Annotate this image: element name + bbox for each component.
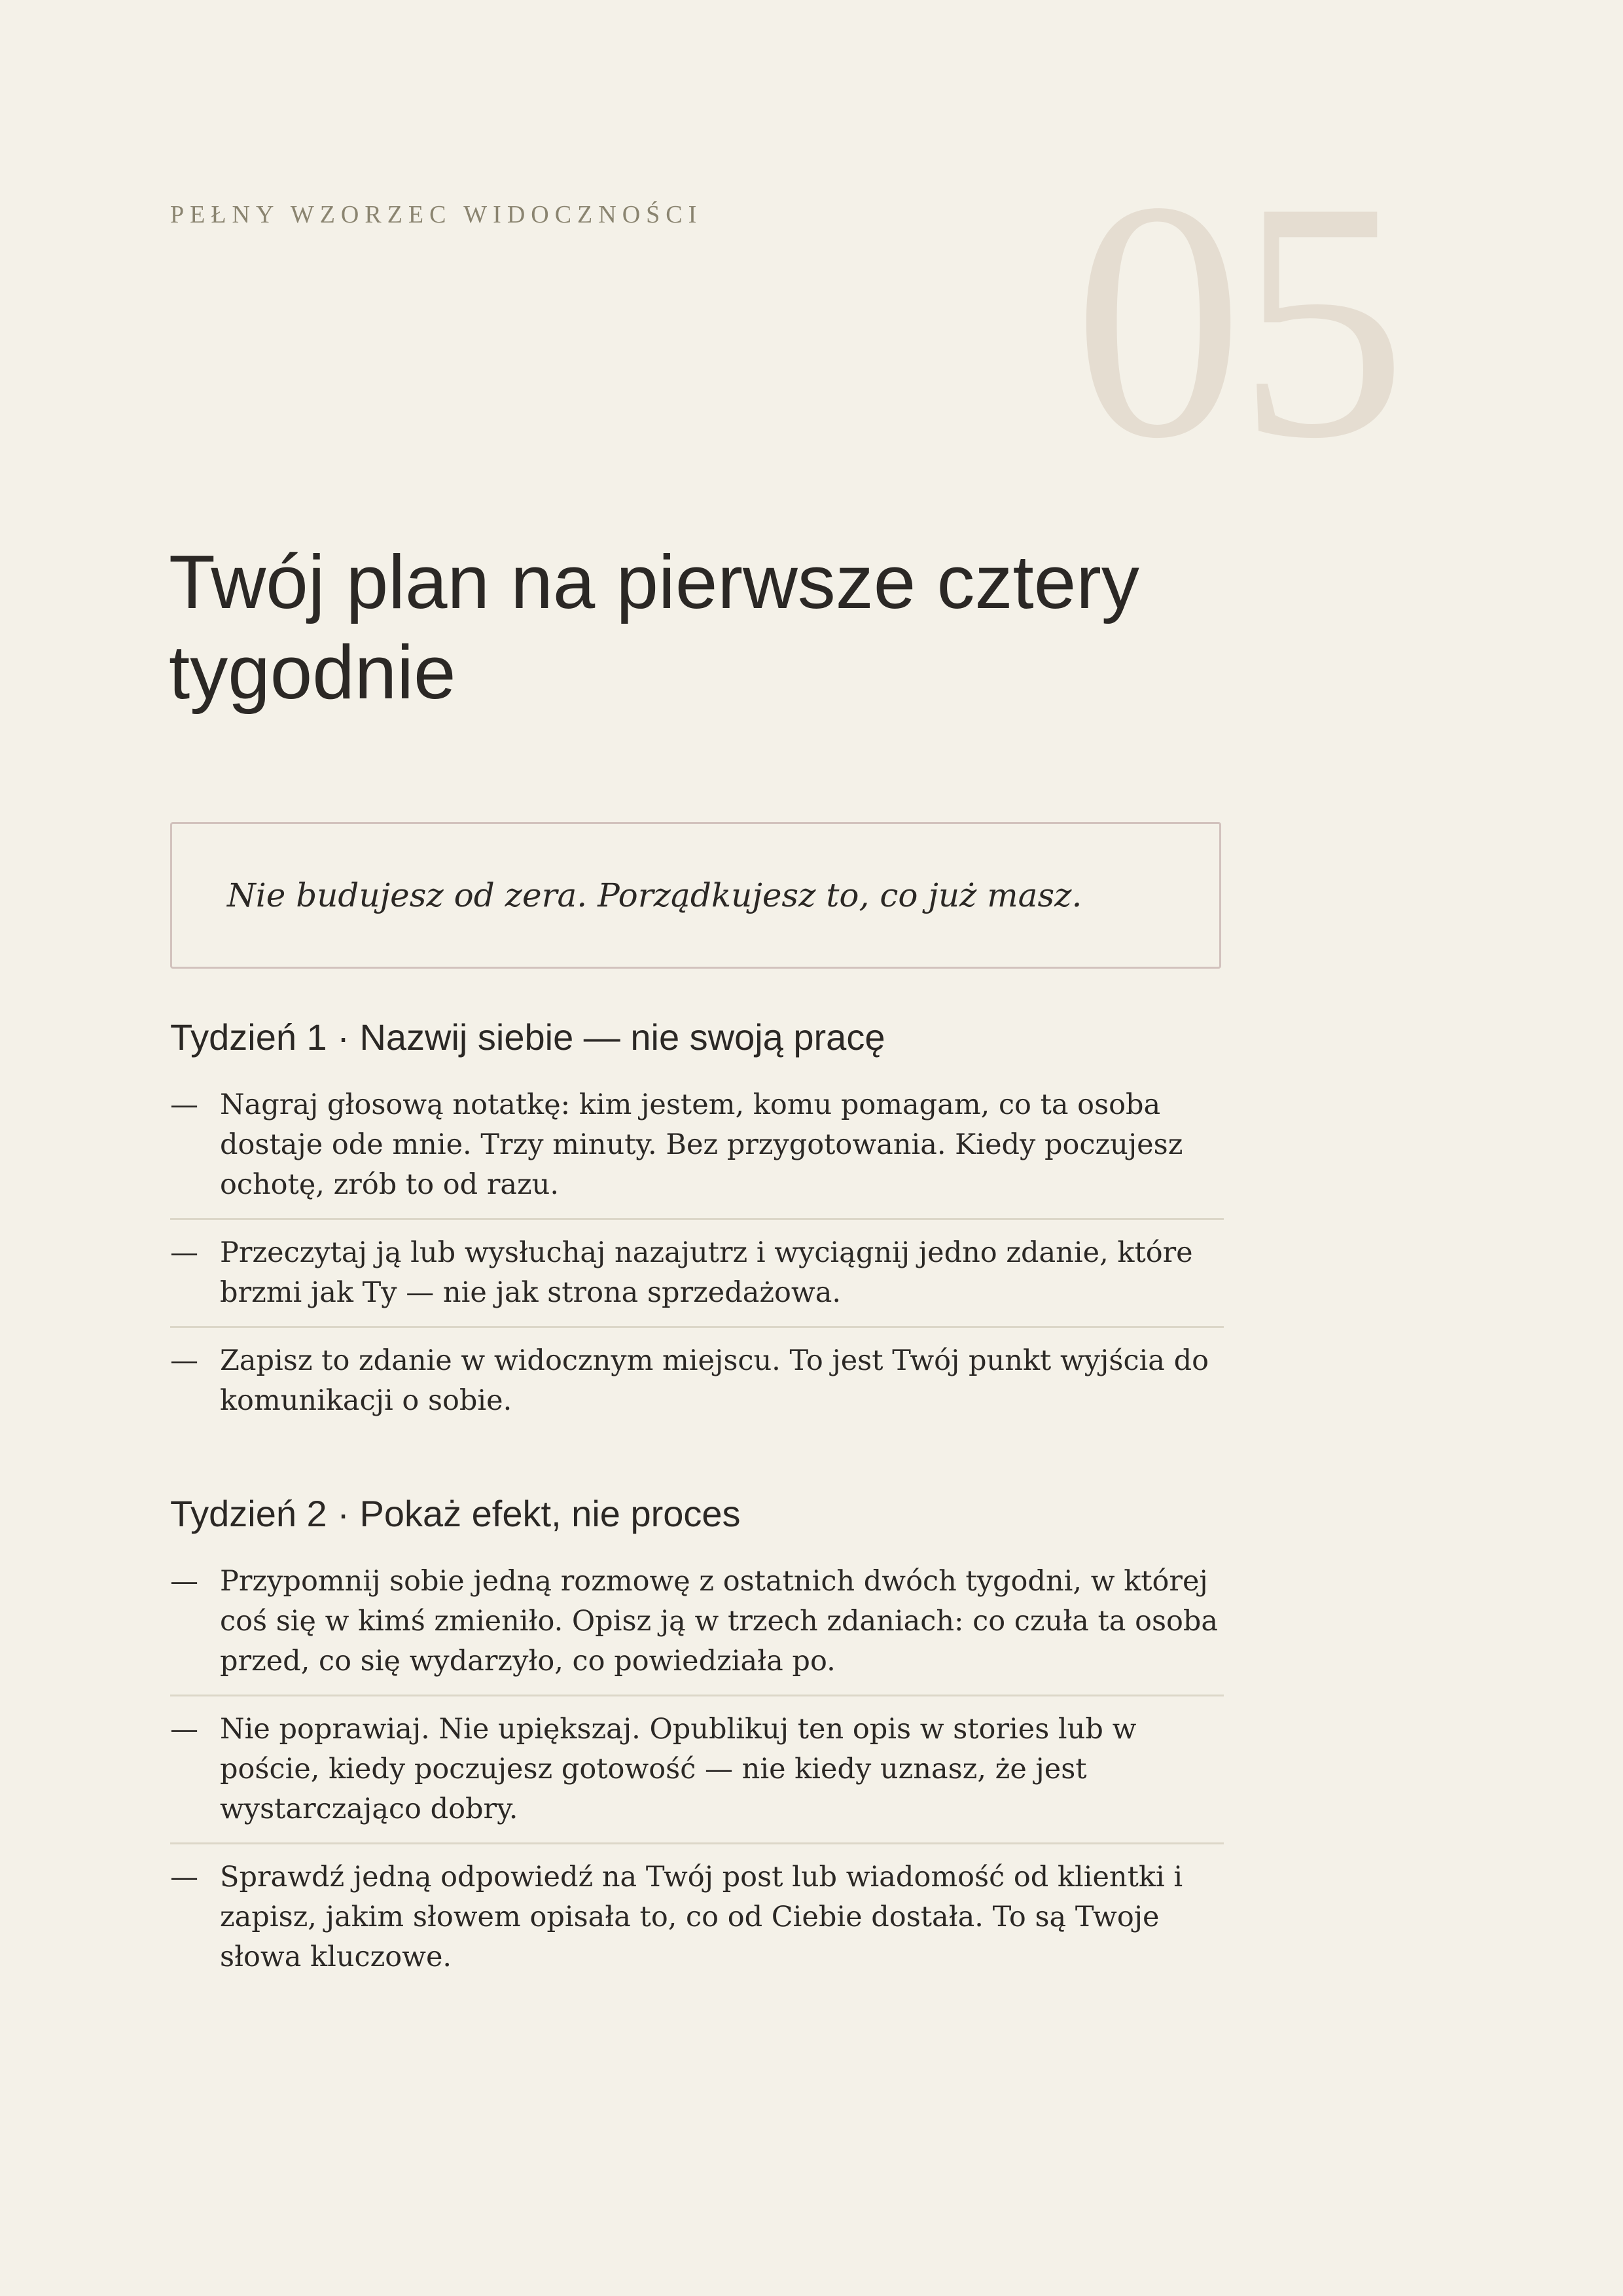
dash-bullet: — <box>170 1861 198 1893</box>
section-eyebrow: PEŁNY WZORZEC WIDOCZNOŚCI <box>170 201 703 228</box>
week-1-section <box>170 1008 1224 1434</box>
dash-bullet: — <box>170 1088 198 1121</box>
list-item-text: Nagraj głosową notatkę: kim jestem, komu pomagam, co ta osoba dostaje ode mnie. Trzy minuty. Bez przygotowania. Kiedy poczujesz ochotę, zrób to od razu. <box>220 1088 1183 1201</box>
list-item-text: Przeczytaj ją lub wysłuchaj nazajutrz i wyciągnij jedno zdanie, które brzmi jak Ty — nie jak strona sprzedażowa. <box>220 1236 1193 1309</box>
list-item <box>170 1842 1224 1990</box>
week-1-heading: Tydzień 1 · Nazwij siebie — nie swoją pracę <box>170 1016 885 1058</box>
dash-bullet: — <box>170 1713 198 1746</box>
list-item-text: Przypomnij sobie jedną rozmowę z ostatnich dwóch tygodni, w której coś się w kimś zmieniło. Opisz ją w trzech zdaniach: co czuła ta osoba przed, co się wydarzyło, co powiedziała po. <box>220 1565 1219 1677</box>
chapter-number: 05 <box>1073 132 1400 509</box>
list-item <box>170 1326 1224 1434</box>
dash-bullet: — <box>170 1565 198 1598</box>
week-2-heading: Tydzień 2 · Pokaż efekt, nie proces <box>170 1493 741 1534</box>
page-title: Twój plan na pierwsze cztery tygodnie <box>169 539 1139 715</box>
callout-text: Nie budujesz od zera. Porządkujesz to, co już masz. <box>227 876 1082 914</box>
dash-bullet: — <box>170 1236 198 1269</box>
list-item <box>170 1072 1224 1218</box>
list-item <box>170 1695 1224 1842</box>
list-item <box>170 1549 1224 1695</box>
week-2-section <box>170 1484 1224 1990</box>
callout-box <box>170 822 1221 969</box>
list-item <box>170 1218 1224 1326</box>
list-item-text: Nie poprawiaj. Nie upiększaj. Opublikuj ten opis w stories lub w poście, kiedy poczujesz gotowość — nie kiedy uznasz, że jest wystarczająco dobry. <box>220 1713 1137 1825</box>
dash-bullet: — <box>170 1344 198 1377</box>
list-item-text: Zapisz to zdanie w widocznym miejscu. To jest Twój punkt wyjścia do komunikacji o sobie. <box>220 1344 1209 1417</box>
list-item-text: Sprawdź jedną odpowiedź na Twój post lub wiadomość od klientki i zapisz, jakim słowem opisała to, co od Ciebie dostała. To są Twoje słowa kluczowe. <box>220 1861 1183 1973</box>
